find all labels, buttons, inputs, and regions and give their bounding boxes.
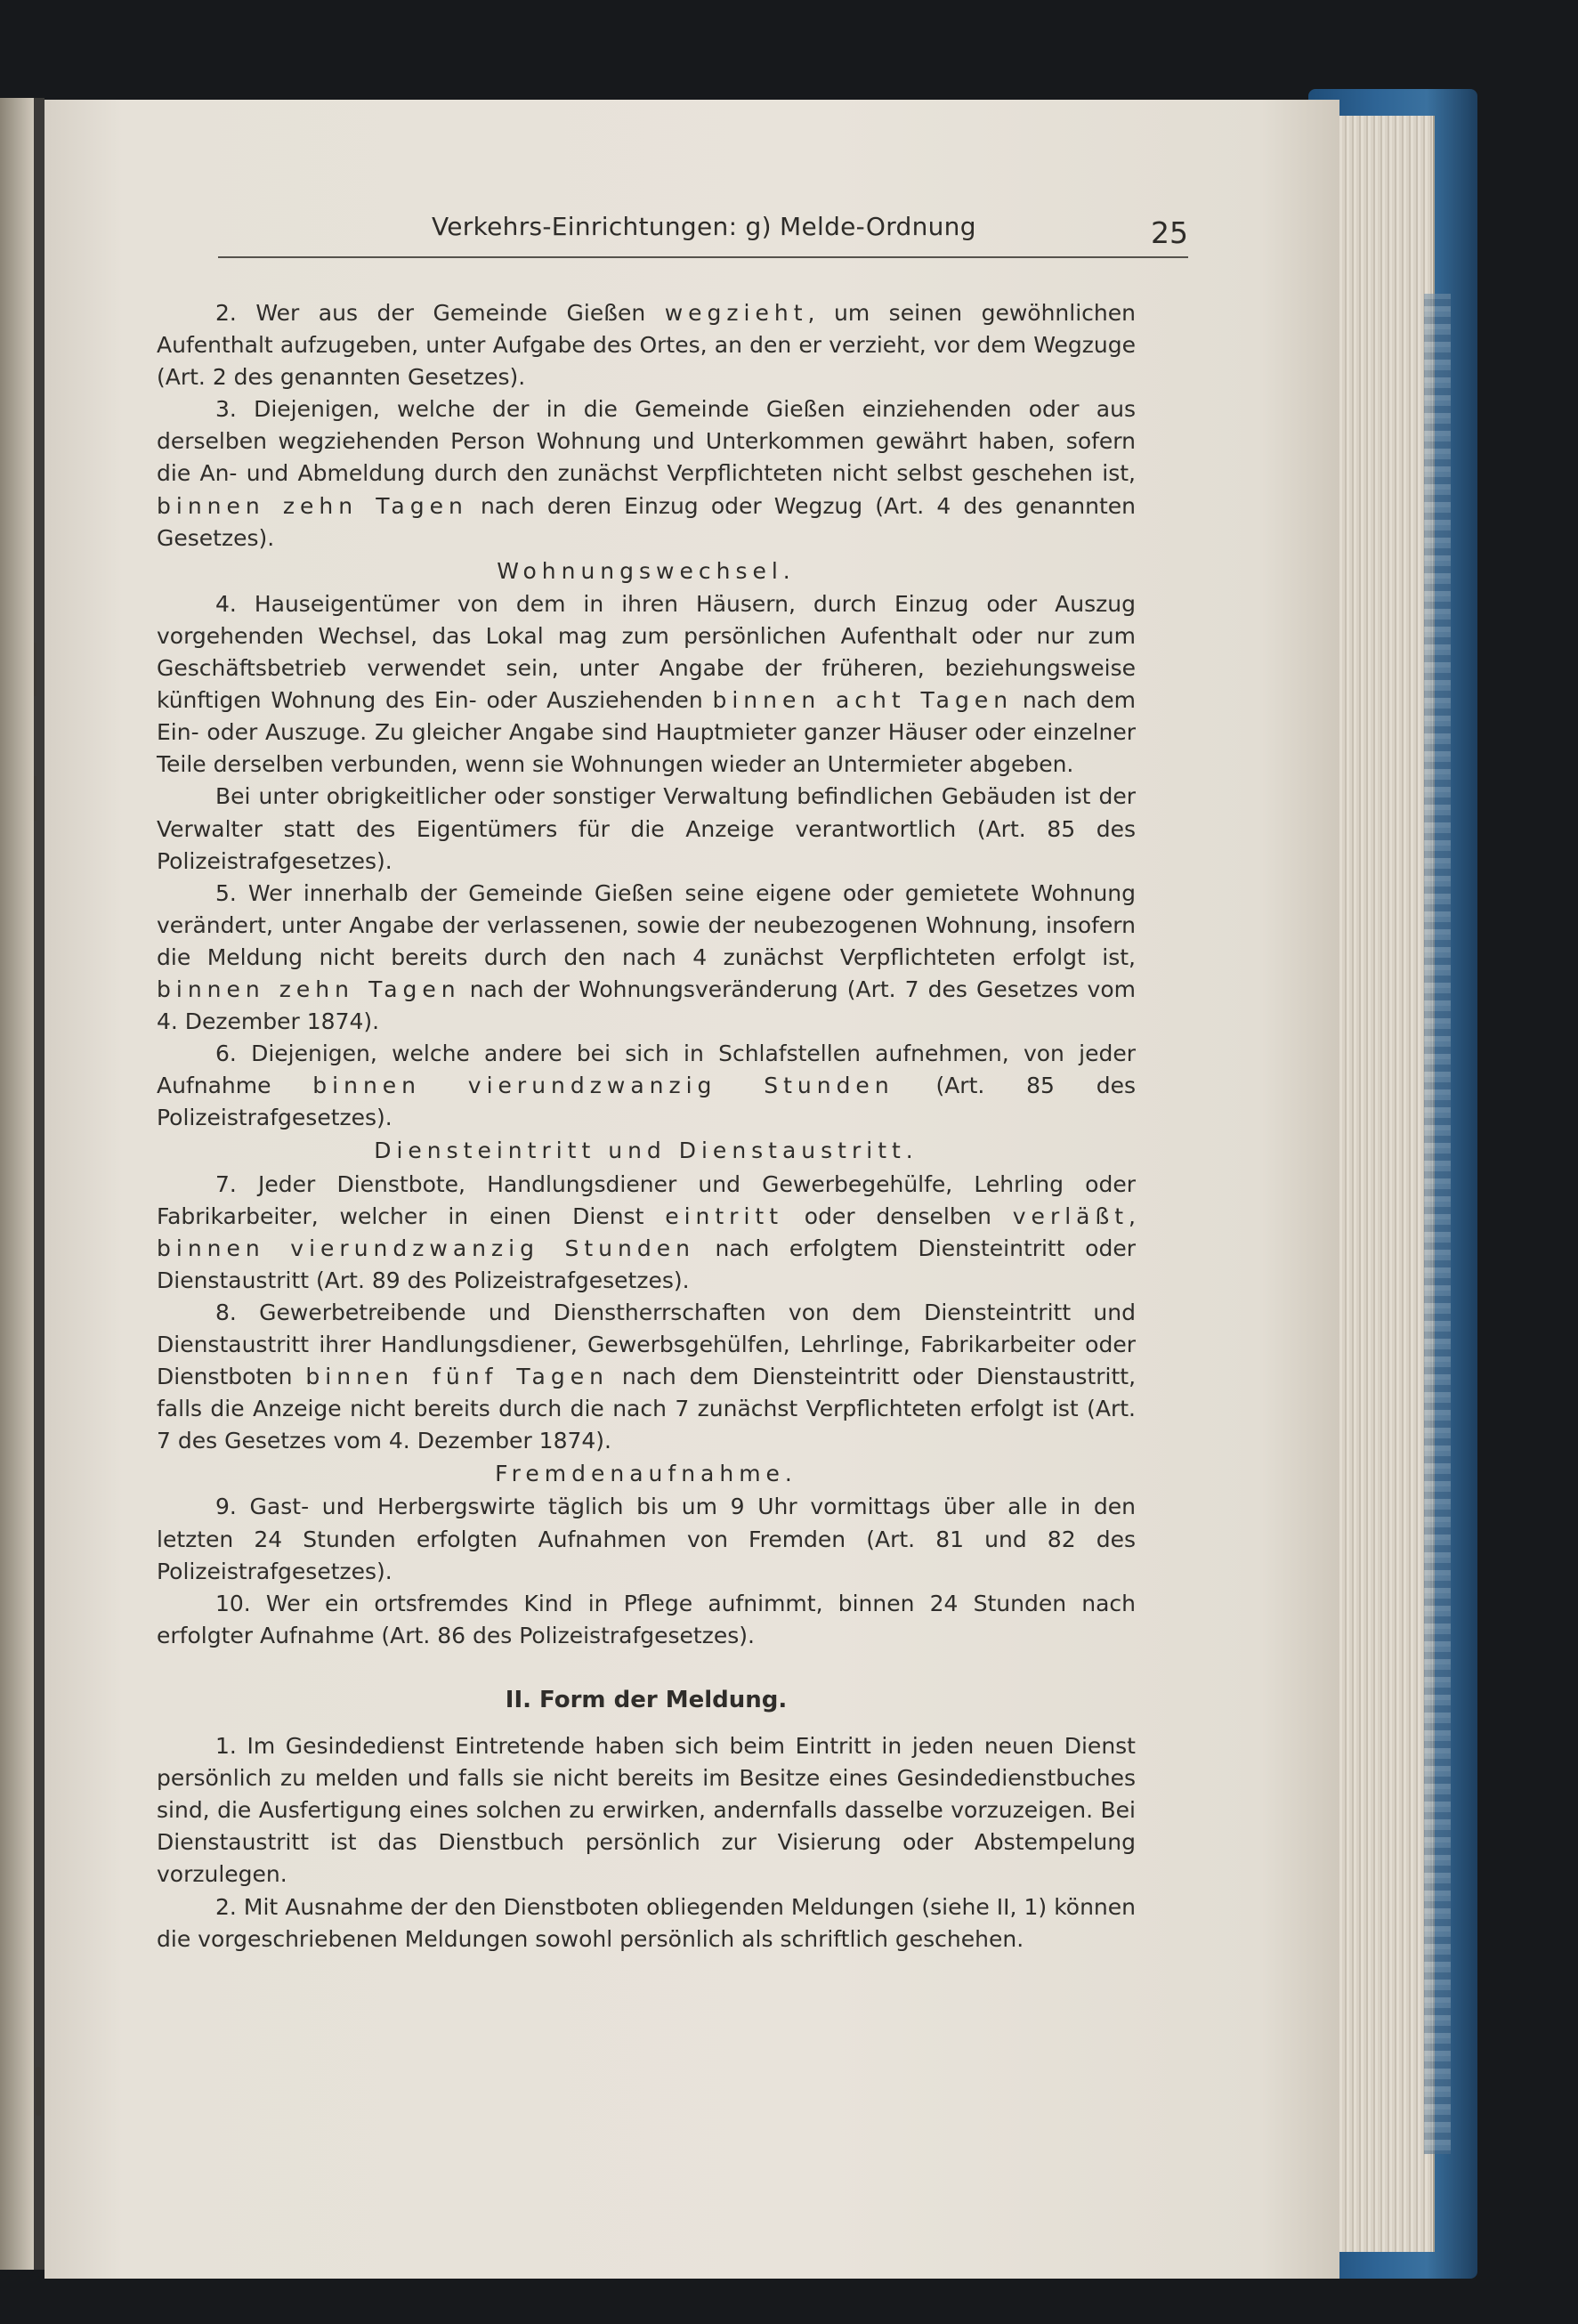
- text-run: oder denselben: [783, 1202, 1013, 1229]
- previous-page-edge: [0, 98, 34, 2270]
- text-run: 5. Wer innerhalb der Gemeinde Gießen seine eigene oder gemietete Wohnung verändert, unter Angabe der verlassenen, sowie der neubezogenen Wohnung, insofern die Meldung nicht bereits durch den nach 4 zunächst Verpflichteten erfolgt ist,: [157, 879, 1136, 970]
- paragraph: [157, 1491, 1136, 1587]
- text-run: nach der Wohnungsveränderung (Art. 7 des Gesetzes vom 4. Dezember 1874).: [157, 976, 1136, 1035]
- text-run: 10. Wer ein ortsfremdes Kind in Pflege aufnimmt, binnen 24 Stunden nach erfolgter Aufnahme (Art. 86 des Polizeistrafgesetzes).: [157, 1590, 1136, 1648]
- paragraph: [157, 781, 1136, 877]
- paragraph: [157, 393, 1136, 554]
- text-run: 2. Mit Ausnahme der den Dienstboten obliegenden Meldungen (siehe II, 1) können die vorgeschriebenen Meldungen sowohl persönlich als schriftlich geschehen.: [157, 1893, 1136, 1952]
- spaced-emphasis: verläßt: [1012, 1202, 1129, 1229]
- text-run: 2. Wer aus der Gemeinde Gießen: [215, 300, 665, 326]
- text-run: 9. Gast- und Herbergswirte täglich bis um 9 Uhr vormittags über alle in den letzten 24 Stunden erfolgten Aufnahmen von Fremden (Art. 81 und 82 des Polizeistrafgesetzes).: [157, 1494, 1136, 1584]
- text-run: Fremdenaufnahme.: [495, 1461, 797, 1487]
- margin-mark: [34, 776, 36, 821]
- text-run: nach dem Ein- oder Auszuge. Zu gleicher Angabe sind Hauptmieter ganzer Häuser oder einzelner Teile derselben verbunden, wenn sie Wohnungen wieder an Untermieter abgeben.: [157, 687, 1136, 778]
- text-run: 8. Gewerbetreibende und Dienstherrschaften von dem Diensteintritt und Dienstaustritt ihrer Handlungsdiener, Gewerbsgehülfen, Lehrlinge, Fabrikarbeiter oder Dienstboten: [157, 1299, 1136, 1390]
- paragraph: [157, 1169, 1136, 1297]
- cover-marbled-edge: [1424, 294, 1451, 2154]
- spaced-emphasis: binnen fünf Tagen: [305, 1364, 609, 1390]
- margin-mark: [36, 2067, 41, 2116]
- spaced-emphasis: binnen zehn Tagen: [157, 492, 468, 519]
- text-run: (Art. 85 des Polizeistrafgesetzes).: [157, 1073, 1136, 1131]
- paragraph: [157, 588, 1136, 781]
- running-header: [218, 205, 1188, 258]
- text-run: nach deren Einzug oder Wegzug (Art. 4 des genannten Gesetzes).: [157, 492, 1136, 551]
- text-run: 7. Jeder Dienstbote, Handlungsdiener und Gewerbegehülfe, Lehrling oder Fabrikarbeiter, welcher in einen Dienst: [157, 1170, 1136, 1229]
- spaced-emphasis: wegzieht: [664, 300, 808, 326]
- text-run: 6. Diejenigen, welche andere bei sich in Schlafstellen aufnehmen, von jeder Aufnahme: [157, 1041, 1136, 1099]
- spaced-emphasis: binnen vierundzwanzig Stunden: [312, 1073, 894, 1099]
- header-title: Verkehrs-Einrichtungen: g) Melde-Ordnung: [432, 212, 976, 241]
- text-run: Bei unter obrigkeitlicher oder sonstiger Verwaltung befindlichen Gebäuden ist der Verwalter statt des Eigentümers für die Anzeige verantwortlich (Art. 85 des Polizeistrafgesetzes).: [157, 783, 1136, 874]
- text-run: 3. Diejenigen, welche der in die Gemeinde Gießen einziehenden oder aus derselben wegziehenden Person Wohnung und Unterkommen gewährt haben, sofern die An- und Abmeldung durch den zunächst Verpflichteten nicht selbst geschehen ist,: [157, 396, 1136, 487]
- text-run: ,: [1129, 1202, 1136, 1229]
- spaced-emphasis: binnen zehn Tagen: [157, 976, 461, 1002]
- paragraph: [157, 1297, 1136, 1457]
- margin-mark: [34, 643, 36, 696]
- text-run: 1. Im Gesindedienst Eintretende haben sich beim Eintritt in jeden neuen Dienst persönlich zu melden und falls sie nicht bereits im Besitze eines Gesindedienstbuches sind, die Ausfertigung eines solchen zu erwirken, andernfalls dasselbe vorzuzeigen. Bei Dienstaustritt ist das Dienstbuch persönlich zur Visierung oder Abstempelung vorzulegen.: [157, 1733, 1136, 1888]
- spaced-emphasis: binnen acht Tagen: [712, 687, 1014, 714]
- text-run: II. Form der Meldung.: [505, 1686, 788, 1713]
- book-gutter: [34, 98, 45, 2270]
- text-run: nach dem Diensteintritt oder Dienstaustritt, falls die Anzeige nicht bereits durch die nach 7 zunächst Verpflichteten erfolgt ist (Art. 7 des Gesetzes vom 4. Dezember 1874).: [157, 1364, 1137, 1454]
- paragraph: [157, 1588, 1136, 1652]
- text-run: 4. Hauseigentümer von dem in ihren Häusern, durch Einzug oder Auszug vorgehenden Wechsel, das Lokal mag zum persönlichen Aufenthalt oder nur zum Geschäftsbetrieb verwendet sein, unter Angabe der früheren, beziehungsweise künftigen Wohnung des Ein- oder Ausziehenden: [157, 590, 1136, 714]
- text-run: nach erfolgtem Diensteintritt oder Dienstaustritt (Art. 89 des Polizeistrafgesetzes).: [157, 1235, 1136, 1293]
- paragraph: [157, 1038, 1136, 1134]
- spaced-emphasis: eintritt: [665, 1202, 783, 1229]
- page-number: 25: [1151, 215, 1188, 250]
- paragraph: [157, 878, 1136, 1038]
- section-heading: [157, 1684, 1136, 1716]
- text-run: , um seinen gewöhnlichen Aufenthalt aufzugeben, unter Aufgabe des Ortes, an den er verzieht, vor dem Wegzuge (Art. 2 des genannten Gesetzes).: [157, 300, 1136, 391]
- page-body: [157, 297, 1136, 1956]
- subheading: [157, 1458, 1136, 1490]
- text-run: Diensteintritt und Dienstaustritt.: [374, 1138, 918, 1164]
- page-stack-edge: [1335, 116, 1435, 2252]
- subheading: [157, 555, 1136, 587]
- paragraph: [157, 297, 1136, 393]
- text-run: Wohnungswechsel.: [497, 557, 796, 584]
- spaced-emphasis: binnen vierundzwanzig Stunden: [157, 1235, 695, 1261]
- subheading: [157, 1135, 1136, 1167]
- paragraph: [157, 1730, 1136, 1891]
- paragraph: [157, 1891, 1136, 1956]
- book-page: [45, 100, 1339, 2279]
